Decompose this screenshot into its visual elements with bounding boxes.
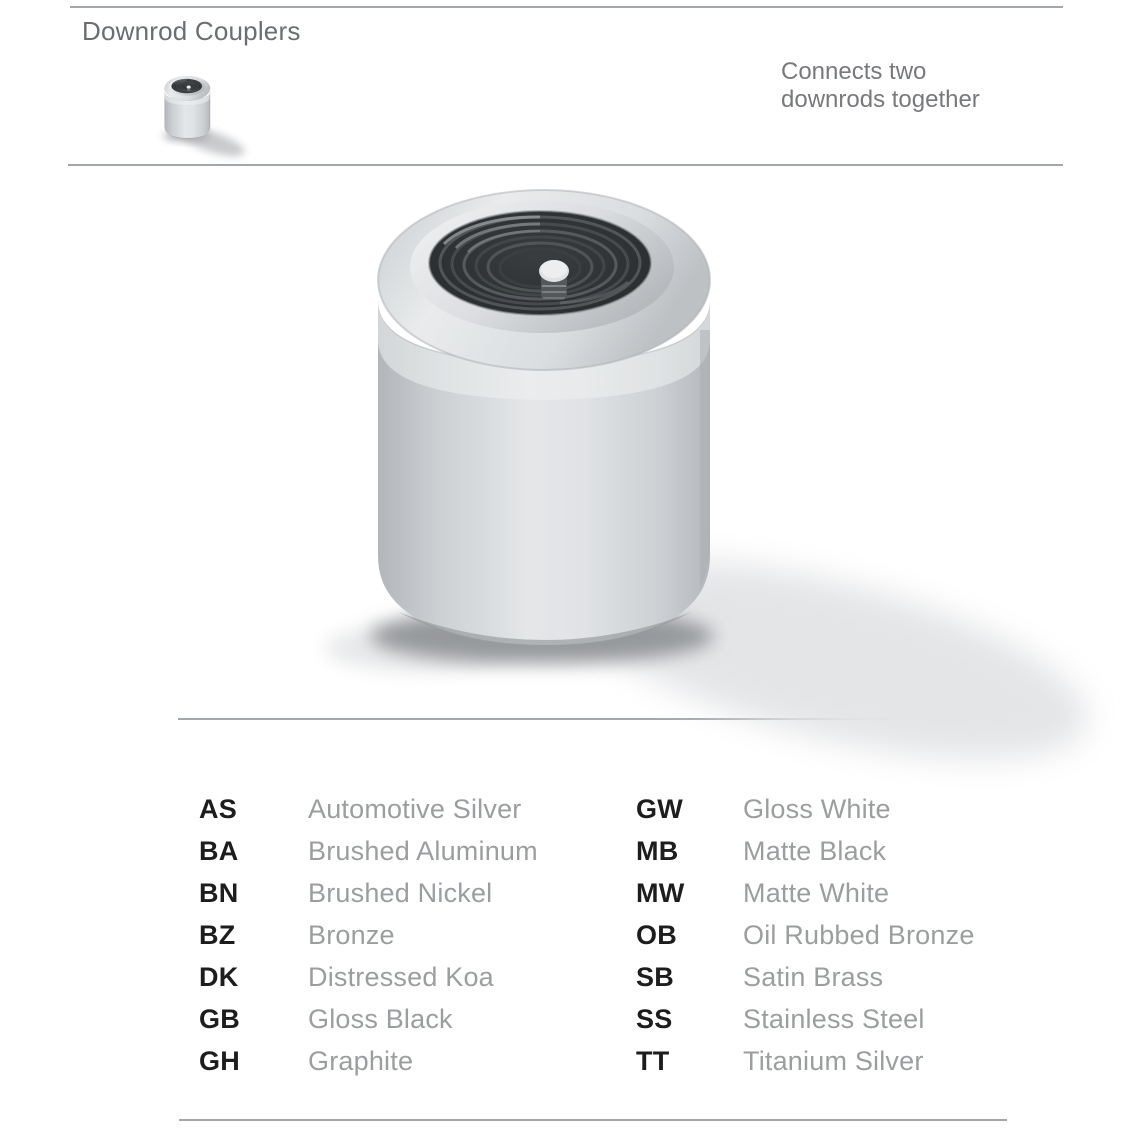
finish-name: Titanium Silver (743, 1045, 924, 1076)
finish-row (636, 830, 975, 872)
finish-row (199, 788, 538, 830)
finish-code: MW (636, 877, 685, 908)
finish-list-right (636, 788, 975, 1082)
finish-row (199, 956, 538, 998)
finish-name: Distressed Koa (308, 961, 494, 992)
finish-row (636, 914, 975, 956)
finish-code: OB (636, 919, 678, 950)
finish-name: Gloss White (743, 793, 891, 824)
finish-name: Matte Black (743, 835, 887, 866)
page-title: Downrod Couplers (82, 16, 301, 46)
finish-code: BN (199, 877, 239, 908)
finish-row (636, 998, 975, 1040)
finish-name: Bronze (308, 919, 395, 950)
finish-list-left (199, 788, 538, 1082)
finish-row (199, 872, 538, 914)
finish-row (199, 914, 538, 956)
finish-code: GW (636, 793, 684, 824)
product-image-large (378, 190, 710, 648)
finish-code: TT (636, 1045, 670, 1076)
finish-row (636, 1040, 975, 1082)
finish-code: DK (199, 961, 239, 992)
finish-name: Satin Brass (743, 961, 884, 992)
finish-row (199, 830, 538, 872)
finish-name: Oil Rubbed Bronze (743, 919, 975, 950)
finish-name: Brushed Nickel (308, 877, 493, 908)
finish-row (636, 788, 975, 830)
finish-row (199, 998, 538, 1040)
finish-code: BZ (199, 919, 236, 950)
finish-name: Graphite (308, 1045, 414, 1076)
finish-name: Stainless Steel (743, 1003, 925, 1034)
finish-code: MB (636, 835, 679, 866)
finish-name: Automotive Silver (308, 793, 522, 824)
finish-code: SS (636, 1003, 673, 1034)
finish-code: GB (199, 1003, 241, 1034)
finish-code: SB (636, 961, 675, 992)
finish-name: Gloss Black (308, 1003, 453, 1034)
finish-name: Brushed Aluminum (308, 835, 538, 866)
finish-name: Matte White (743, 877, 890, 908)
product-description-line2: downrods together (781, 86, 980, 113)
finish-row (199, 1040, 538, 1082)
finish-code: GH (199, 1045, 241, 1076)
product-description-line1: Connects two (781, 58, 927, 85)
finish-code: AS (199, 793, 238, 824)
finish-row (636, 956, 975, 998)
finish-row (636, 872, 975, 914)
finish-code: BA (199, 835, 239, 866)
product-thumbnail (163, 76, 247, 162)
